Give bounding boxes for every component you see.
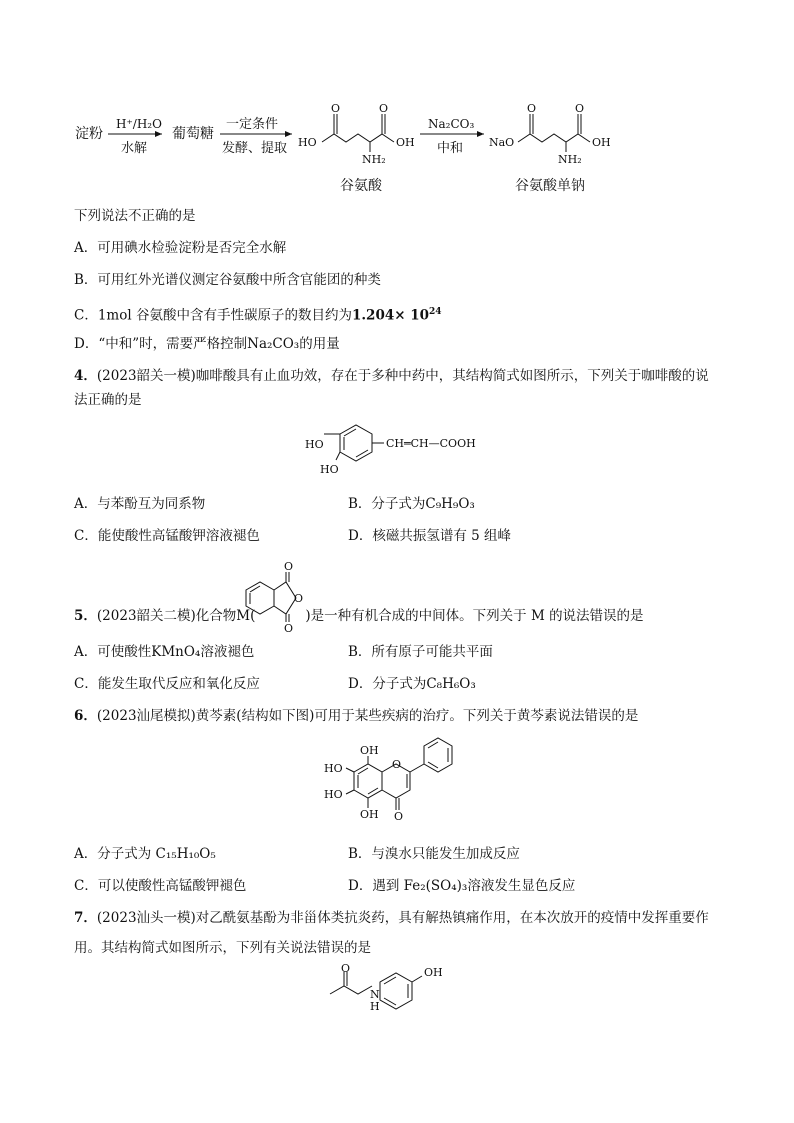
glu-oh-right: OH — [396, 136, 415, 149]
acet-oh: OH — [424, 966, 443, 979]
glu-oh-left: HO — [298, 136, 317, 149]
q4-option-a: A．与苯酚互为同系物 — [74, 496, 206, 512]
acetaminophen-structure — [0, 964, 794, 1034]
arrow-2-top-label: 一定条件 — [226, 117, 279, 132]
glu-nh2: NH₂ — [362, 153, 386, 166]
glu-o-left: O — [331, 102, 341, 115]
q5-stem: 5．(2023韶关二模)化合物M( )是一种有机合成的中间体。下列关于 M 的说法错误的是 — [74, 608, 644, 624]
arrow-3-top-label: Na₂CO₃ — [428, 117, 475, 131]
q5-number: 5． — [74, 608, 97, 624]
q4-option-c: C．能使酸性高锰酸钾溶液褪色 — [74, 528, 260, 544]
q6-number: 6． — [74, 708, 97, 724]
caffeic-acid-structure — [0, 420, 794, 490]
glu-name: 谷氨酸 — [340, 178, 382, 194]
msg-name: 谷氨酸单钠 — [515, 178, 585, 194]
q4-stem-line2: 法正确的是 — [74, 392, 142, 408]
q5-option-c: C．能发生取代反应和氧化反应 — [74, 676, 260, 692]
q7-stem-line2: 用。其结构简式如图所示，下列有关说法错误的是 — [74, 940, 371, 956]
arrow-1-bottom-label: 水解 — [121, 141, 148, 156]
q7-number: 7． — [74, 910, 97, 926]
q4-number: 4． — [74, 368, 97, 384]
msg-nh2: NH₂ — [558, 153, 582, 166]
q3-option-c-value: 1.204× 10 — [351, 307, 430, 324]
acet-o: O — [341, 962, 351, 975]
glu-o-right: O — [379, 102, 389, 115]
q4-stem-line1: 4．(2023韶关一模)咖啡酸具有止血功效，存在于多种中药中，其结构简式如图所示，下列关于咖啡酸的说 — [74, 368, 709, 384]
q3-option-d: D．“中和”时，需要严格控制Na₂CO₃的用量 — [74, 336, 340, 352]
arrow-1-top-label: H⁺/H₂O — [116, 117, 162, 131]
q7-stem-line1: 7．(2023汕头一模)对乙酰氨基酚为非甾体类抗炎药，具有解热镇痛作用，在本次放开的疫情中发挥重要作 — [74, 910, 709, 926]
acet-n: N — [370, 988, 380, 1001]
glutamic-acid-structure — [322, 114, 394, 152]
caffeic-ho-1: HO — [305, 438, 324, 451]
m-o-bottom: O — [284, 622, 294, 635]
acet-h: H — [370, 1000, 380, 1013]
arrow-2-bottom-label: 发酵、提取 — [222, 141, 288, 156]
q3-option-a: A．可用碘水检验淀粉是否完全水解 — [74, 240, 287, 256]
q6-option-c: C．可以使酸性高锰酸钾褪色 — [74, 878, 247, 894]
msg-o-left: O — [527, 102, 537, 115]
q3-option-c-exponent: 24 — [429, 307, 442, 317]
q3-option-c — [74, 302, 442, 326]
q6-stem: 6．(2023汕尾模拟)黄芩素(结构如下图)可用于某些疾病的治疗。下列关于黄芩素说法错误的是 — [74, 708, 639, 724]
baicalein-ho-left1: HO — [324, 762, 343, 775]
msg-nao: NaO — [489, 136, 515, 149]
q4-option-d: D．核磁共振氢谱有 5 组峰 — [348, 528, 511, 544]
baicalein-ho-left2: HO — [324, 788, 343, 801]
q6-option-b: B．与溴水只能发生加成反应 — [348, 846, 520, 862]
q6-option-d: D．遇到 Fe₂(SO₄)₃溶液发生显色反应 — [348, 878, 576, 894]
caffeic-side-chain: CH═CH—COOH — [386, 437, 476, 450]
q3-option-c-text: C．1mol 谷氨酸中含有手性碳原子的数目约为 — [74, 307, 352, 324]
q3-stem: 下列说法不正确的是 — [74, 208, 196, 224]
baicalein-oh-bottom: OH — [360, 808, 379, 821]
baicalein-o-keto: O — [394, 810, 404, 823]
arrow-3-bottom-label: 中和 — [437, 141, 464, 156]
glucose-label: 葡萄糖 — [172, 126, 214, 142]
m-o-ring: O — [294, 592, 304, 605]
q6-option-a: A．分子式为 C₁₅H₁₀O₅ — [74, 846, 216, 862]
starch-label: 淀粉 — [75, 126, 103, 142]
baicalein-oh-top: OH — [360, 744, 379, 757]
baicalein-structure — [0, 730, 794, 840]
q5-option-d: D．分子式为C₈H₆O₃ — [348, 676, 476, 692]
q5-option-a: A．可使酸性KMnO₄溶液褪色 — [74, 644, 255, 660]
msg-structure — [518, 114, 590, 152]
caffeic-ho-2: HO — [320, 463, 339, 476]
baicalein-o-ring: O — [392, 758, 402, 771]
msg-oh: OH — [592, 136, 611, 149]
q5-option-b: B．所有原子可能共平面 — [348, 644, 493, 660]
reaction-scheme — [0, 0, 794, 200]
msg-o-right: O — [575, 102, 585, 115]
q4-option-b: B．分子式为C₉H₉O₃ — [348, 496, 475, 512]
compound-m-structure — [0, 556, 794, 636]
m-o-top: O — [284, 560, 294, 573]
q3-option-b: B．可用红外光谱仪测定谷氨酸中所含官能团的种类 — [74, 272, 381, 288]
